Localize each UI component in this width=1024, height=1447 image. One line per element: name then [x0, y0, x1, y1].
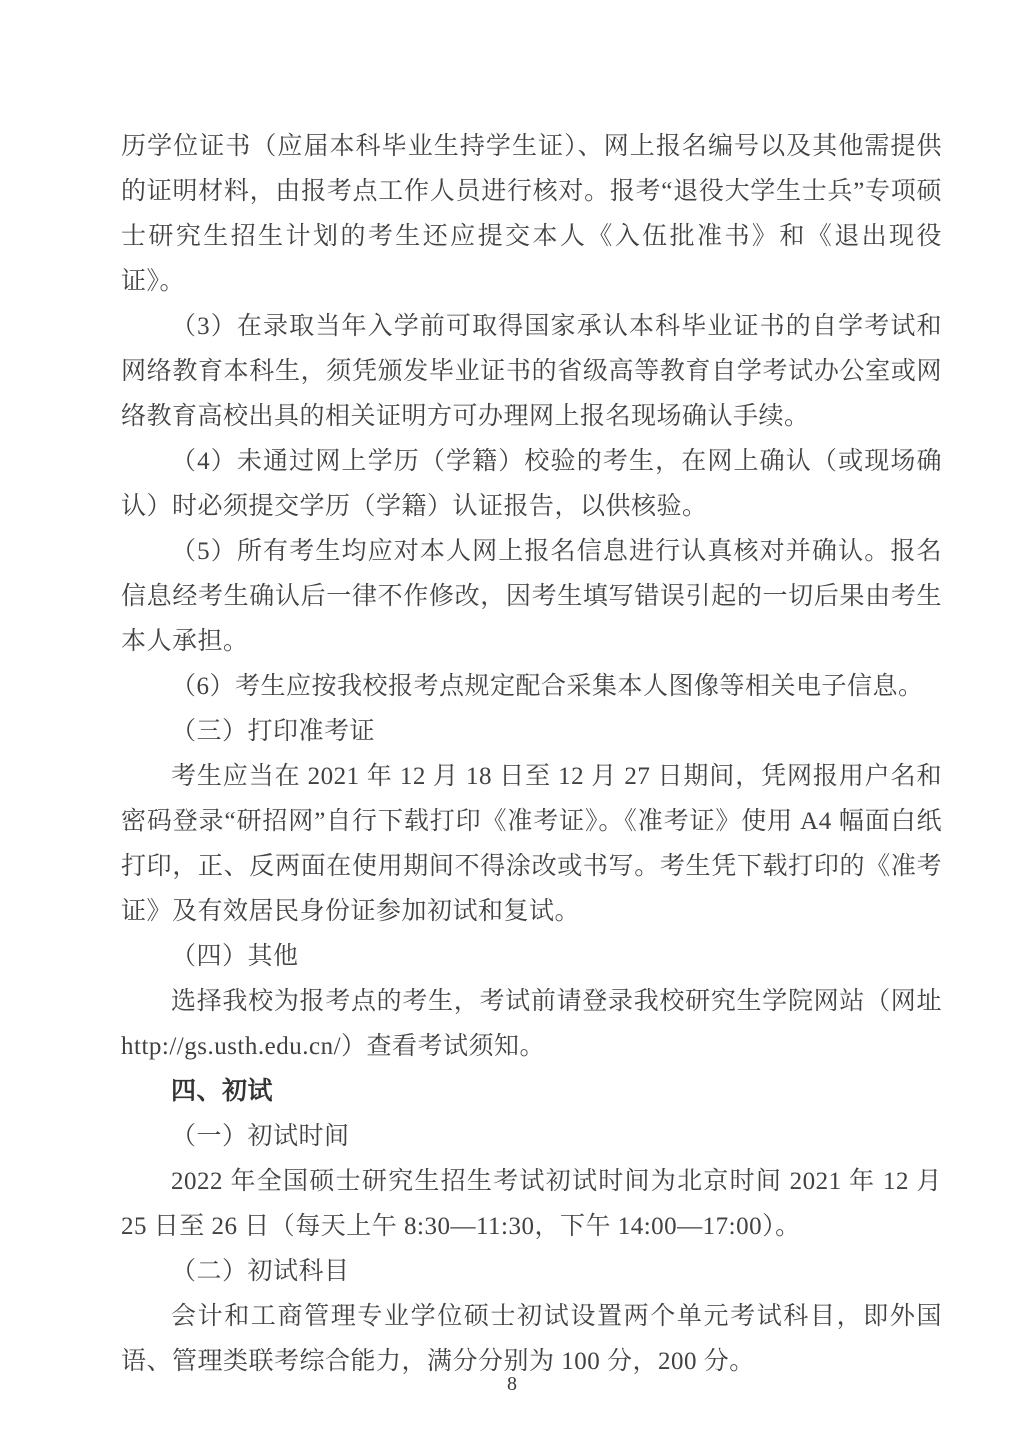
paragraph-item-6: （6）考生应按我校报考点规定配合采集本人图像等相关电子信息。 — [171, 673, 924, 700]
paragraph-item-3: （3）在录取当年入学前可取得国家承认本科毕业证书的自学考试和网络教育本科生，须凭颁发毕业证书的省级高等教育自学考试办公室或网络教育高校出具的相关证明方可办理网上报名现场确认手续。 — [121, 313, 942, 430]
paragraph-other-details: 选择我校为报考点的考生，考试前请登录我校研究生学院网站（网址http://gs.usth.edu.cn/）查看考试须知。 — [121, 988, 942, 1060]
subsection-heading-exam-subjects: （二）初试科目 — [171, 1258, 350, 1285]
document-body — [121, 124, 942, 1384]
paragraph-item-5: （5）所有考生均应对本人网上报名信息进行认真核对并确认。报名信息经考生确认后一律不作修改，因考生填写错误引起的一切后果由考生本人承担。 — [121, 538, 942, 655]
section-heading-first-exam: 四、初试 — [171, 1078, 274, 1105]
paragraph-continuation: 历学位证书（应届本科毕业生持学生证）、网上报名编号以及其他需提供的证明材料，由报考点工作人员进行核对。报考“退役大学生士兵”专项硕士研究生招生计划的考生还应提交本人《入伍批准书》和《退出现役证》。 — [121, 133, 942, 295]
page-number: 8 — [507, 1373, 517, 1395]
paragraph-exam-time-details: 2022 年全国硕士研究生招生考试初试时间为北京时间 2021 年 12 月 25 日至 26 日（每天上午 8:30—11:30，下午 14:00—17:00）。 — [121, 1168, 942, 1240]
paragraph-print-admission-ticket-details: 考生应当在 2021 年 12 月 18 日至 12 月 27 日期间，凭网报用户名和密码登录“研招网”自行下载打印《准考证》。《准考证》使用 A4 幅面白纸打印，正、反两面在使用期间不得涂改或书写。考生凭下载打印的《准考证》及有效居民身份证参加初试和复试。 — [121, 763, 942, 925]
paragraph-exam-subjects-details: 会计和工商管理专业学位硕士初试设置两个单元考试科目，即外国语、管理类联考综合能力，满分分别为 100 分，200 分。 — [121, 1303, 942, 1375]
subsection-heading-print-admission-ticket: （三）打印准考证 — [171, 718, 376, 745]
subsection-heading-other: （四）其他 — [171, 943, 299, 970]
subsection-heading-exam-time: （一）初试时间 — [171, 1123, 350, 1150]
paragraph-item-4: （4）未通过网上学历（学籍）校验的考生，在网上确认（或现场确认）时必须提交学历（学籍）认证报告，以供核验。 — [121, 448, 942, 520]
